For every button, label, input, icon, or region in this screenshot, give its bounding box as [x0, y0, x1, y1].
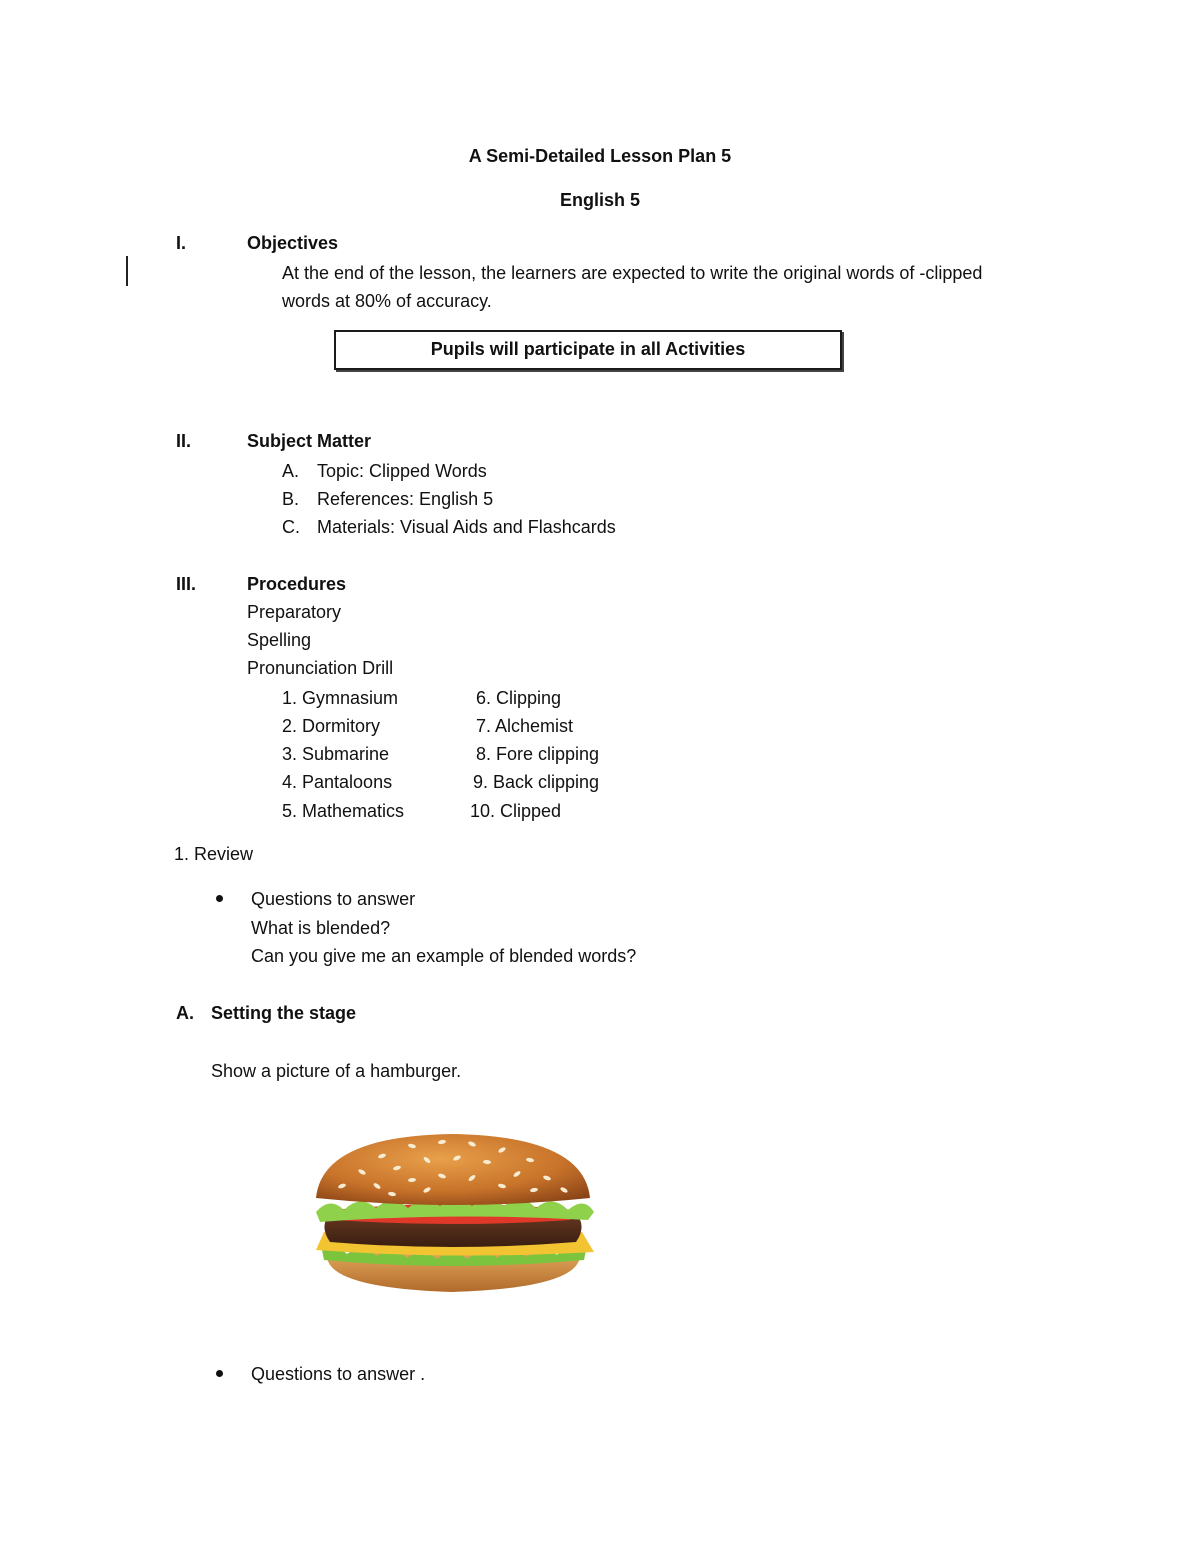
- drill-item: 10. Clipped: [470, 801, 562, 821]
- procedure-pronunciation-drill: Pronunciation Drill: [247, 658, 394, 678]
- drill-item: 3. Submarine: [282, 744, 390, 764]
- setting-stage-heading: Setting the stage: [211, 1003, 357, 1023]
- drill-item: 4. Pantaloons: [282, 772, 393, 792]
- page-subtitle: English 5: [559, 190, 640, 210]
- review-question-2: Can you give me an example of blended words?: [251, 946, 637, 966]
- setting-stage-letter: A.: [176, 1003, 194, 1023]
- drill-item: 8. Fore clipping: [476, 744, 600, 764]
- subject-matter-numeral: II.: [176, 431, 192, 451]
- drill-item: 1. Gymnasium: [282, 688, 399, 708]
- bullet-icon: [216, 895, 223, 902]
- procedure-spelling: Spelling: [247, 630, 312, 650]
- subject-item-letter-a: A.: [282, 461, 300, 481]
- objectives-line-2: words at 80% of accuracy.: [282, 291, 492, 311]
- subject-item-topic: Topic: Clipped Words: [317, 461, 487, 481]
- subject-item-references: References: English 5: [317, 489, 494, 509]
- drill-item: 9. Back clipping: [473, 772, 600, 792]
- subject-item-letter-c: C.: [282, 517, 300, 537]
- hamburger-image: [302, 1128, 602, 1298]
- subject-matter-heading: Subject Matter: [247, 431, 372, 451]
- review-heading: 1. Review: [174, 844, 254, 864]
- objectives-line-1: At the end of the lesson, the learners are expected to write the original words of -clipped: [282, 263, 983, 283]
- drill-item: 7. Alchemist: [476, 716, 574, 736]
- page-title: A Semi-Detailed Lesson Plan 5: [468, 146, 732, 166]
- subject-item-letter-b: B.: [282, 489, 300, 509]
- review-bullet: Questions to answer: [251, 889, 416, 909]
- review-question-1: What is blended?: [251, 918, 391, 938]
- objectives-heading: Objectives: [247, 233, 339, 253]
- text-cursor: [126, 256, 128, 286]
- objectives-numeral: I.: [176, 233, 187, 253]
- procedures-heading: Procedures: [247, 574, 347, 594]
- setting-stage-instruction: Show a picture of a hamburger.: [211, 1061, 462, 1081]
- drill-item: 2. Dormitory: [282, 716, 381, 736]
- bullet-icon: [216, 1370, 223, 1377]
- procedure-preparatory: Preparatory: [247, 602, 342, 622]
- drill-item: 5. Mathematics: [282, 801, 405, 821]
- drill-item: 6. Clipping: [476, 688, 562, 708]
- procedures-numeral: III.: [176, 574, 197, 594]
- subject-item-materials: Materials: Visual Aids and Flashcards: [317, 517, 616, 537]
- activities-box: Pupils will participate in all Activities: [334, 330, 842, 370]
- setting-stage-bullet: Questions to answer .: [251, 1364, 426, 1384]
